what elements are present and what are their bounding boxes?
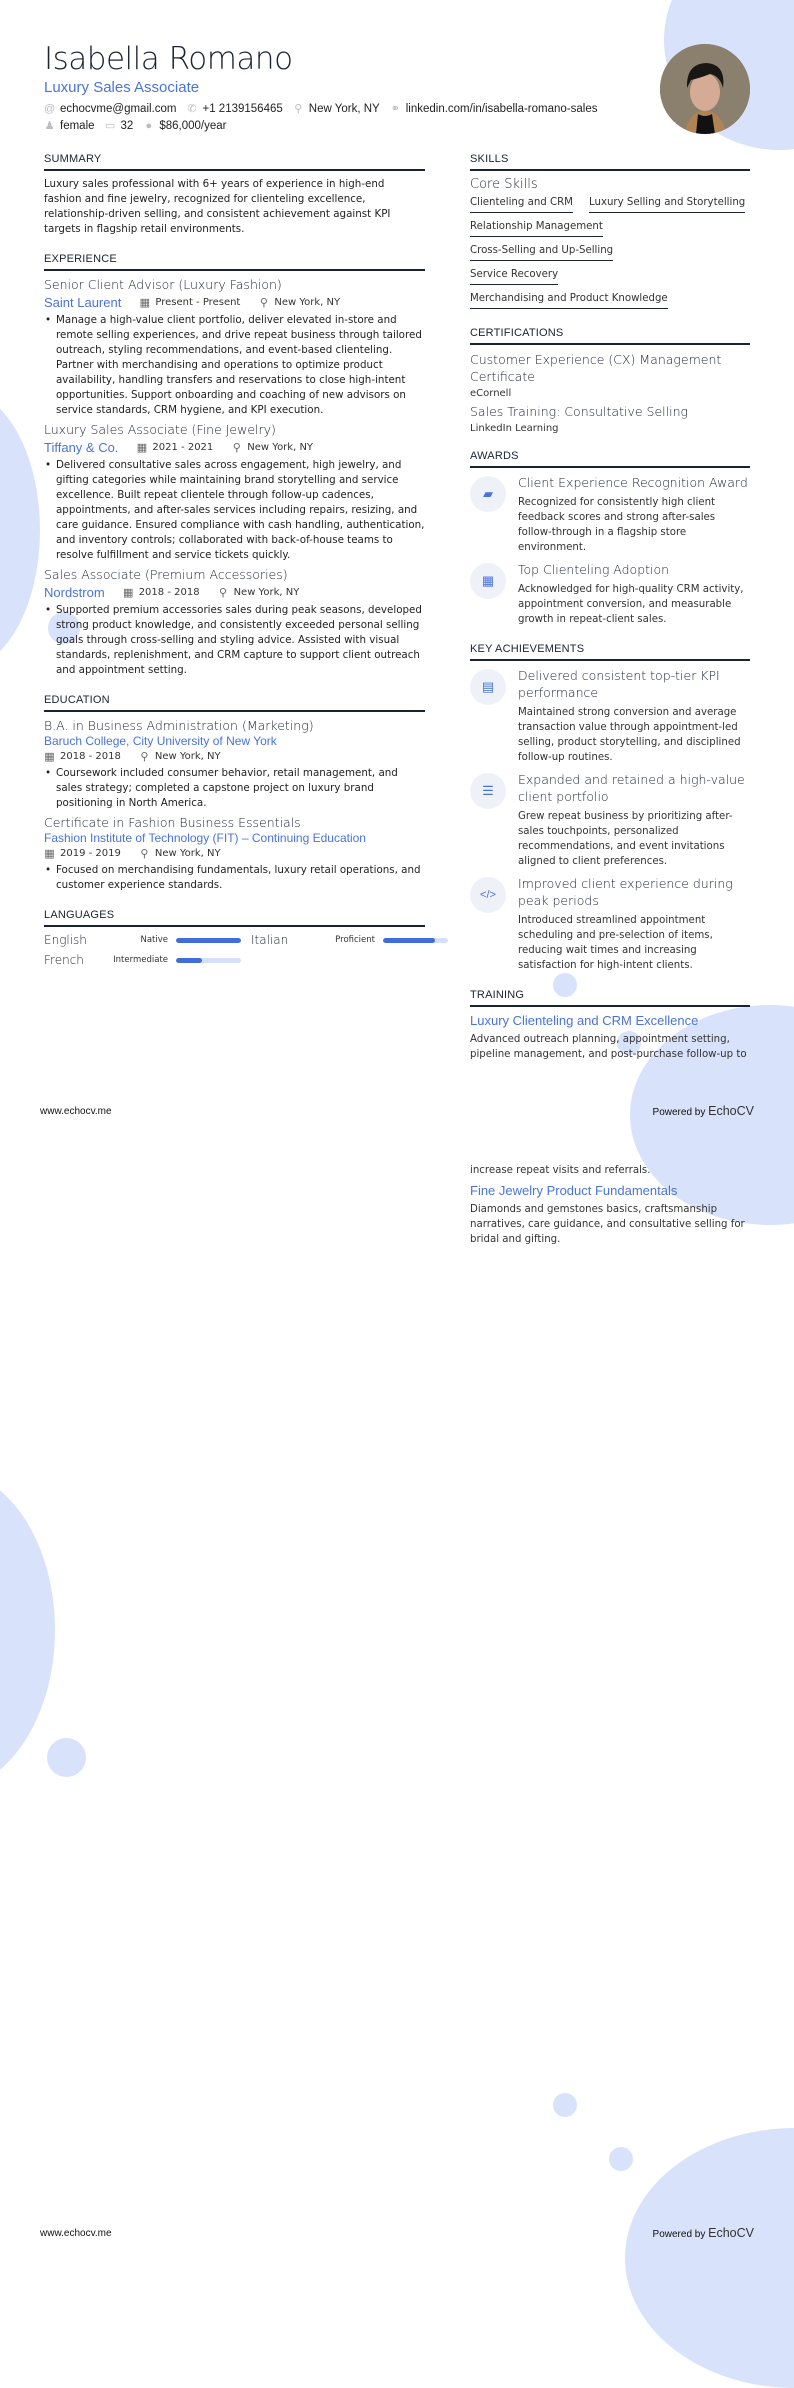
contact-location: ⚲ New York, NY <box>294 102 380 115</box>
language-level: Native <box>140 935 168 945</box>
language-bar-fill <box>176 938 241 943</box>
achievement-title: Improved client experience during peak periods <box>518 876 733 908</box>
job-bullets <box>44 313 425 418</box>
bullet: • Coursework included consumer behavior, retail management, and sales strategy; completed a capstone project on luxury brand positioning in North America. <box>44 766 425 811</box>
section-title-languages: LANGUAGES <box>44 909 425 927</box>
language-bar <box>176 958 241 963</box>
achievement-desc: Maintained strong conversion and average transaction value through appointment-led selling, product storytelling, and disciplined follow-up routines. <box>518 707 741 763</box>
contact-email[interactable]: @ echocvme@gmail.com <box>44 102 177 115</box>
achievement-item <box>470 875 750 973</box>
achievements-section <box>470 643 750 973</box>
experience-item <box>44 567 425 678</box>
brand-name[interactable]: EchoCV <box>708 1104 754 1118</box>
right-column <box>470 153 750 1062</box>
powered-by: Powered by EchoCV <box>652 2226 754 2240</box>
summary-section <box>44 153 425 237</box>
edu-meta <box>44 750 425 763</box>
decor-circle-left <box>0 390 40 670</box>
certifications-section <box>470 327 750 434</box>
page-footer-2 <box>40 2226 752 2240</box>
salary-icon: ● <box>145 119 153 132</box>
languages-section <box>44 909 425 967</box>
bullet: • Manage a high-value client portfolio, deliver elevated in-store and remote selling experiences, and drive repeat business through tailored outreach, styling recommendations, and event-based clienteling. Partner with merchandising and operations to optimize product availability, handling transfers and reservations to close high-intent opportunities. Support onboarding and coaching of new advisors on service standards, CRM hygiene, and KPI execution. <box>44 313 425 418</box>
at-icon: @ <box>44 102 56 115</box>
contact-phone[interactable]: ✆ +1 2139156465 <box>187 102 283 115</box>
job-dates: ▦ 2018 - 2018 <box>122 586 200 599</box>
skills-section <box>470 153 750 309</box>
section-title-education: EDUCATION <box>44 694 425 712</box>
location-pin-icon: ⚲ <box>259 296 268 309</box>
job-location: ⚲ New York, NY <box>232 441 314 454</box>
calendar-icon: ▦ <box>44 847 55 860</box>
experience-item <box>44 277 425 418</box>
education-item <box>44 815 425 893</box>
personal-row <box>44 119 644 132</box>
education-section <box>44 694 425 893</box>
language-name: Italian <box>251 933 289 947</box>
brand-name[interactable]: EchoCV <box>708 2226 754 2240</box>
section-title-summary: SUMMARY <box>44 153 425 171</box>
calendar-icon: ▦ <box>139 296 151 309</box>
experience-section <box>44 253 425 678</box>
language-bar-fill <box>383 938 435 943</box>
gender: ♟ female <box>44 119 95 132</box>
achievement-desc: Grew repeat business by prioritizing after-sales touchpoints, personalized recommendations, and event invitations aligned to client preferences. <box>518 811 733 867</box>
job-location: ⚲ New York, NY <box>259 296 341 309</box>
decor-circle-left-page2 <box>0 1470 55 1790</box>
award-item <box>470 474 750 555</box>
company-name[interactable]: Saint Laurent <box>44 295 122 310</box>
section-title-certifications: CERTIFICATIONS <box>470 327 750 345</box>
skill-tag: Merchandising and Product Knowledge <box>470 293 668 309</box>
decor-dot-left-page2 <box>47 1738 86 1777</box>
achievement-title: Expanded and retained a high-value client portfolio <box>518 772 745 804</box>
section-title-training: TRAINING <box>470 989 750 1007</box>
salary: ● $86,000/year <box>143 120 226 132</box>
calendar-icon: ▦ <box>44 750 55 763</box>
decor-dot-right-page2a <box>553 2093 577 2117</box>
training-section <box>470 989 750 1062</box>
edu-bullets <box>44 863 425 893</box>
language-item <box>251 933 448 947</box>
location-pin-icon: ⚲ <box>140 847 149 860</box>
decor-circle-right-page2 <box>625 2128 794 2388</box>
company-name[interactable]: Tiffany & Co. <box>44 440 119 455</box>
language-level: Intermediate <box>113 955 168 965</box>
award-desc: Acknowledged for high-quality CRM activity, appointment conversion, and measurable growth in repeat-client sales. <box>518 584 744 625</box>
certification-name: Sales Training: Consultative Selling <box>470 404 688 419</box>
edu-dates: ▦ 2019 - 2019 <box>44 847 121 860</box>
section-title-achievements: KEY ACHIEVEMENTS <box>470 643 750 661</box>
calendar-icon: ▭ <box>104 120 116 132</box>
achievement-item <box>470 771 750 869</box>
calendar-icon: ▦ <box>136 441 148 454</box>
skills-group-title: Core Skills <box>470 177 538 192</box>
skill-tag: Cross-Selling and Up-Selling <box>470 245 613 261</box>
website-link[interactable]: www.echocv.me <box>40 2227 112 2239</box>
decor-dot-right-page2b <box>609 2147 633 2171</box>
bullet: • Focused on merchandising fundamentals, luxury retail operations, and customer experience standards. <box>44 863 425 893</box>
section-title-experience: EXPERIENCE <box>44 253 425 271</box>
job-location: ⚲ New York, NY <box>219 586 300 599</box>
language-bar <box>176 938 241 943</box>
job-position: Senior Client Advisor (Luxury Fashion) <box>44 277 282 292</box>
degree: B.A. in Business Administration (Marketing) <box>44 718 314 733</box>
website-link[interactable]: www.echocv.me <box>40 1105 112 1117</box>
skill-tag: Luxury Selling and Storytelling <box>589 197 745 213</box>
school-name[interactable]: Fashion Institute of Technology (FIT) – Continuing Education <box>44 831 366 845</box>
awards-section <box>470 450 750 627</box>
job-meta <box>44 295 425 310</box>
edu-location: ⚲ New York, NY <box>140 847 221 860</box>
job-dates: ▦ Present - Present <box>139 296 241 309</box>
edu-meta <box>44 847 425 860</box>
document-icon: ▤ <box>470 669 506 705</box>
phone-icon: ✆ <box>187 103 197 115</box>
job-meta <box>44 440 425 455</box>
language-name: English <box>44 933 87 947</box>
education-item <box>44 718 425 811</box>
language-level: Proficient <box>335 935 375 945</box>
job-dates: ▦ 2021 - 2021 <box>136 441 214 454</box>
languages-grid <box>44 933 425 967</box>
section-title-awards: AWARDS <box>470 450 750 468</box>
training-desc: Advanced outreach planning, appointment setting, pipeline management, and post-purchase follow-up to <box>470 1034 747 1060</box>
powered-by: Powered by EchoCV <box>652 1104 754 1118</box>
calendar-icon: ▦ <box>122 586 134 599</box>
certification-issuer: eCornell <box>470 388 512 399</box>
skill-tag: Service Recovery <box>470 269 558 285</box>
award-item <box>470 561 750 627</box>
language-name: French <box>44 953 84 967</box>
job-position: Luxury Sales Associate (Fine Jewelry) <box>44 422 276 437</box>
edu-bullets <box>44 766 425 811</box>
language-item <box>44 933 241 947</box>
achievement-title: Delivered consistent top-tier KPI performance <box>518 668 720 700</box>
language-bar-fill <box>176 958 202 963</box>
location-pin-icon: ⚲ <box>294 103 303 115</box>
training-title: Luxury Clienteling and CRM Excellence <box>470 1013 699 1028</box>
edu-dates: ▦ 2018 - 2018 <box>44 750 121 763</box>
candidate-role: Luxury Sales Associate <box>44 79 200 96</box>
achievement-desc: Introduced streamlined appointment scheduling and pre-selection of items, reducing wait times and increasing satisfaction for high-intent clients. <box>518 915 713 971</box>
summary-text: Luxury sales professional with 6+ years of experience in high-end fashion and fine jewelry, recognized for clienteling excellence, relationship-driven selling, and consistent achievement against KPI targets in flagship retail environments. <box>44 178 391 235</box>
link-icon: ⚭ <box>390 103 400 115</box>
page-footer <box>40 1104 752 1118</box>
age: ▭ 32 <box>104 119 134 132</box>
training-title: Fine Jewelry Product Fundamentals <box>470 1183 678 1198</box>
company-name[interactable]: Nordstrom <box>44 585 105 600</box>
job-bullets <box>44 603 425 678</box>
location-pin-icon: ⚲ <box>140 750 149 763</box>
database-icon: ☰ <box>470 773 506 809</box>
person-icon: ♟ <box>44 120 55 132</box>
skill-tags <box>470 197 750 309</box>
job-bullets <box>44 458 425 563</box>
code-icon: </> <box>470 877 506 913</box>
candidate-name: Isabella Romano <box>44 41 293 77</box>
award-desc: Recognized for consistently high client feedback scores and strong after-sales follow-through in a flagship store environment. <box>518 497 716 553</box>
location-pin-icon: ⚲ <box>219 586 228 599</box>
job-position: Sales Associate (Premium Accessories) <box>44 567 288 582</box>
certification-name: Customer Experience (CX) Management Certificate <box>470 352 722 384</box>
skill-tag: Clienteling and CRM <box>470 197 573 213</box>
right-column-page-2 <box>470 1163 750 1247</box>
contact-linkedin[interactable]: ⚭ linkedin.com/in/isabella-romano-sales <box>390 102 598 115</box>
school-name[interactable]: Baruch College, City University of New York <box>44 734 277 748</box>
language-bar <box>383 938 448 943</box>
location-pin-icon: ⚲ <box>232 441 241 454</box>
language-item <box>44 953 241 967</box>
degree: Certificate in Fashion Business Essentials <box>44 815 301 830</box>
training-desc-continued: increase repeat visits and referrals. <box>470 1165 651 1176</box>
left-column <box>44 153 425 967</box>
award-title: Top Clienteling Adoption <box>518 562 670 577</box>
bullet: • Supported premium accessories sales during peak seasons, developed strong product knowledge, and consistently exceeded personal selling goals through cross-selling and styling advice. Assisted with visual standards, replenishment, and CRM capture to support client outreach and appointment setting. <box>44 603 425 678</box>
experience-item <box>44 422 425 563</box>
certification-issuer: LinkedIn Learning <box>470 423 559 434</box>
section-title-skills: SKILLS <box>470 153 750 171</box>
award-title: Client Experience Recognition Award <box>518 475 748 490</box>
briefcase-icon: ▰ <box>470 476 506 512</box>
edu-location: ⚲ New York, NY <box>140 750 221 763</box>
bullet: • Delivered consultative sales across engagement, high jewelry, and gifting categories while maintaining brand storytelling and service excellence. Built repeat clientele through follow-up cadences, appointments, and after-sales services including repairs, resizing, and care guidance. Ensured compliance with cash handling, authentication, and inventory controls; collaborated with back-of-house teams to resolve fulfillment and service tickets quickly. <box>44 458 425 563</box>
building-icon: ▦ <box>470 563 506 599</box>
profile-photo-icon <box>660 44 750 134</box>
job-meta <box>44 585 425 600</box>
resume-header <box>44 40 644 132</box>
avatar <box>660 44 750 134</box>
contact-row <box>44 102 644 115</box>
achievement-item <box>470 667 750 765</box>
training-desc: Diamonds and gemstones basics, craftsmanship narratives, care guidance, and consultative selling for bridal and gifting. <box>470 1204 745 1245</box>
skill-tag: Relationship Management <box>470 221 603 237</box>
